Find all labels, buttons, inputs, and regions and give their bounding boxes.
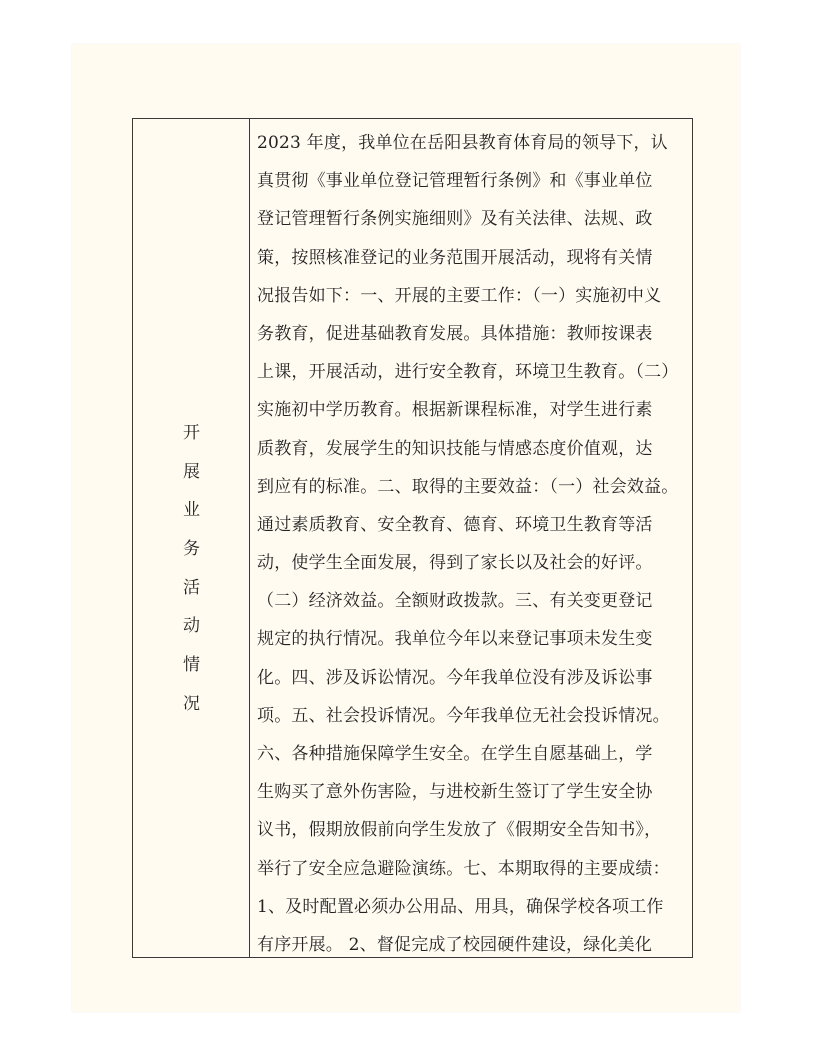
body-text-line: 2023 年度，我单位在岳阳县教育体育局的领导下，认	[257, 133, 668, 153]
section-label-cell	[133, 119, 250, 957]
body-text-line: 1、及时配置必须办公用品、用具，确保学校各项工作	[257, 896, 664, 917]
body-text-line: 生购买了意外伤害险，与进校新生签订了学生安全协	[257, 782, 653, 803]
body-text-line: 质教育，发展学生的知识技能与情感态度价值观，达	[257, 438, 653, 459]
section-label-char: 情	[183, 655, 200, 676]
section-label-char: 活	[183, 577, 200, 598]
body-text-line: 六、各种措施保障学生安全。在学生自愿基础上，学	[257, 744, 653, 764]
body-text-line: 规定的执行情况。我单位今年以来登记事项未发生变	[257, 629, 653, 650]
report-body-cell	[250, 119, 692, 957]
section-label-char: 展	[183, 461, 200, 482]
section-label-char: 况	[183, 693, 200, 714]
body-text-line: 有序开展。 2、督促完成了校园硬件建设，绿化美化	[257, 934, 653, 955]
body-text-line: 实施初中学历教育。根据新课程标准，对学生进行素	[257, 400, 653, 421]
report-form-table	[132, 118, 693, 958]
body-text-line: 策，按照核准登记的业务范围开展活动，现将有关情	[257, 247, 653, 268]
body-text-line: （二）经济效益。全额财政拨款。三、有关变更登记	[257, 591, 653, 612]
body-text-line: 登记管理暂行条例实施细则》及有关法律、法规、政	[257, 209, 653, 230]
body-text-line: 议书，假期放假前向学生发放了《假期安全告知书》，	[257, 820, 662, 841]
section-label-char: 业	[183, 500, 200, 521]
body-text-line: 况报告如下：一、开展的主要工作：（一）实施初中义	[257, 285, 662, 306]
section-label-vertical	[133, 423, 250, 733]
body-text-line: 上课，开展活动，进行安全教育，环境卫生教育。（二）	[257, 362, 679, 383]
body-text-line: 真贯彻《事业单位登记管理暂行条例》和《事业单位	[257, 171, 653, 192]
section-label-char: 务	[183, 539, 200, 560]
body-text-line: 动，使学生全面发展，得到了家长以及社会的好评。	[257, 553, 653, 574]
body-text-line: 通过素质教育、安全教育、德育、环境卫生教育等活	[257, 514, 653, 535]
body-text-line: 务教育，促进基础教育发展。具体措施：教师按课表	[257, 323, 653, 344]
body-text-line: 举行了安全应急避险演练。七、本期取得的主要成绩：	[257, 858, 670, 879]
document-page	[72, 44, 740, 1012]
body-text-line: 项。五、社会投诉情况。今年我单位无社会投诉情况。	[257, 705, 670, 726]
section-label-char: 开	[183, 423, 200, 443]
body-text-line: 化。四、涉及诉讼情况。今年我单位没有涉及诉讼事	[257, 667, 653, 688]
section-label-char: 动	[183, 616, 200, 637]
body-text-line: 到应有的标准。二、取得的主要效益：（一）社会效益。	[257, 476, 679, 497]
